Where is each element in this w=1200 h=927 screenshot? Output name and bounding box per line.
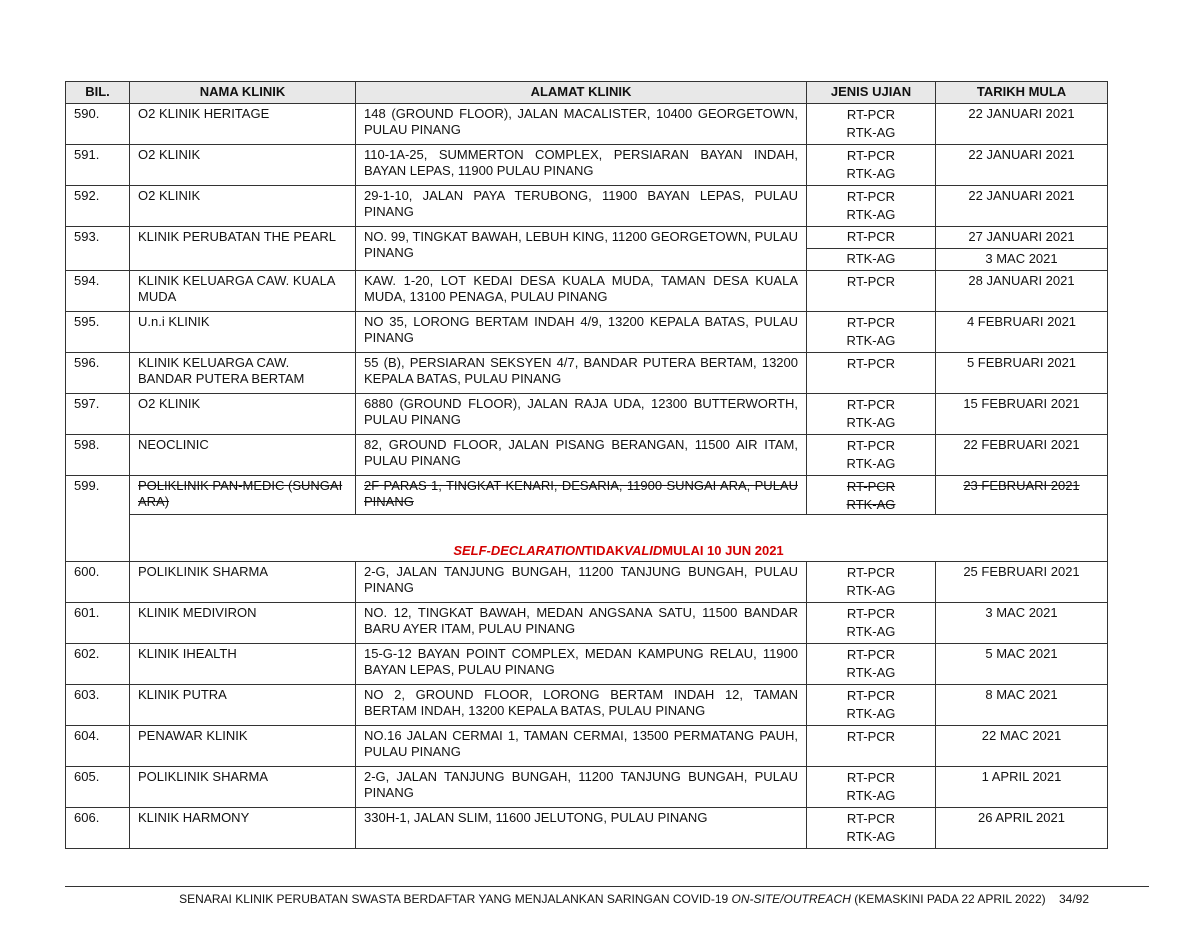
table-row (66, 808, 1108, 849)
header-row (66, 82, 1108, 104)
test-types (807, 685, 936, 726)
test-types (807, 562, 936, 603)
test-type: RTK-AG (846, 415, 896, 430)
invalid-notice (130, 515, 1108, 562)
notice-part2: TIDAK (584, 543, 625, 558)
test-type: RTK-AG (846, 125, 896, 140)
page-footer (65, 892, 1089, 906)
clinic-address: 330H-1, JALAN SLIM, 11600 JELUTONG, PULAU PINANG (356, 808, 807, 849)
notice-spacer (66, 515, 130, 562)
table-row (66, 312, 1108, 353)
header-alamat: ALAMAT KLINIK (356, 82, 807, 104)
start-date: 22 FEBRUARI 2021 (936, 435, 1108, 476)
footer-rule (65, 886, 1149, 887)
table-row (66, 726, 1108, 767)
row-number: 595. (66, 312, 130, 353)
clinic-name: KLINIK HARMONY (130, 808, 356, 849)
notice-row (66, 515, 1108, 562)
test-type: RT-PCR (846, 479, 896, 494)
test-type: RT-PCR (846, 606, 896, 621)
test-types (807, 603, 936, 644)
footer-text: SENARAI KLINIK PERUBATAN SWASTA BERDAFTAR YANG MENJALANKAN SARINGAN COVID-19 (179, 892, 732, 906)
test-type: RT-PCR (846, 274, 896, 289)
table-row (66, 186, 1108, 227)
table-row (66, 104, 1108, 145)
clinic-address: 2-G, JALAN TANJUNG BUNGAH, 11200 TANJUNG BUNGAH, PULAU PINANG (356, 767, 807, 808)
clinic-name: O2 KLINIK (130, 186, 356, 227)
test-type: RTK-AG (846, 829, 896, 844)
test-types (807, 271, 936, 312)
start-date: 22 JANUARI 2021 (936, 186, 1108, 227)
row-number: 597. (66, 394, 130, 435)
clinic-address: NO 2, GROUND FLOOR, LORONG BERTAM INDAH 12, TAMAN BERTAM INDAH, 13200 KEPALA BATAS, PULAU PINANG (356, 685, 807, 726)
clinic-address: 29-1-10, JALAN PAYA TERUBONG, 11900 BAYAN LEPAS, PULAU PINANG (356, 186, 807, 227)
clinic-address: KAW. 1-20, LOT KEDAI DESA KUALA MUDA, TAMAN DESA KUALA MUDA, 13100 PENAGA, PULAU PINANG (356, 271, 807, 312)
test-type: RTK-AG (846, 624, 896, 639)
clinic-name: KLINIK KELUARGA CAW. BANDAR PUTERA BERTAM (130, 353, 356, 394)
test-types (807, 644, 936, 685)
test-types (807, 186, 936, 227)
table-row (66, 644, 1108, 685)
start-date: 4 FEBRUARI 2021 (936, 312, 1108, 353)
row-number: 593. (66, 227, 130, 271)
clinic-address: 82, GROUND FLOOR, JALAN PISANG BERANGAN, 11500 AIR ITAM, PULAU PINANG (356, 435, 807, 476)
start-date: 22 JANUARI 2021 (936, 145, 1108, 186)
clinic-name: KLINIK PERUBATAN THE PEARL (130, 227, 356, 271)
row-number: 592. (66, 186, 130, 227)
clinic-address: 2F PARAS 1, TINGKAT KENARI, DESARIA, 11900 SUNGAI ARA, PULAU PINANG (356, 476, 807, 515)
clinic-name: POLIKLINIK PAN-MEDIC (SUNGAI ARA) (130, 476, 356, 515)
clinic-name: U.n.i KLINIK (130, 312, 356, 353)
row-number: 603. (66, 685, 130, 726)
header-bil: BIL. (66, 82, 130, 104)
test-type: RT-PCR (846, 438, 896, 453)
notice-part1: SELF-DECLARATION (453, 543, 585, 558)
clinic-name: KLINIK IHEALTH (130, 644, 356, 685)
start-date: 27 JANUARI 2021 (936, 227, 1108, 249)
row-number: 598. (66, 435, 130, 476)
clinic-name: O2 KLINIK (130, 394, 356, 435)
test-type: RTK-AG (846, 583, 896, 598)
row-number: 604. (66, 726, 130, 767)
clinic-address: 2-G, JALAN TANJUNG BUNGAH, 11200 TANJUNG BUNGAH, PULAU PINANG (356, 562, 807, 603)
clinic-name: POLIKLINIK SHARMA (130, 562, 356, 603)
clinic-address: 55 (B), PERSIARAN SEKSYEN 4/7, BANDAR PUTERA BERTAM, 13200 KEPALA BATAS, PULAU PINANG (356, 353, 807, 394)
test-type: RTK-AG (846, 333, 896, 348)
clinic-address: 6880 (GROUND FLOOR), JALAN RAJA UDA, 12300 BUTTERWORTH, PULAU PINANG (356, 394, 807, 435)
row-number: 601. (66, 603, 130, 644)
test-types (807, 104, 936, 145)
test-type: RTK-AG (846, 788, 896, 803)
table-row (66, 227, 1108, 249)
test-type: RT-PCR (846, 729, 896, 744)
test-type: RT-PCR (846, 189, 896, 204)
test-types (807, 476, 936, 515)
clinic-table (65, 81, 1108, 849)
test-type: RTK-AG (846, 456, 896, 471)
test-types (807, 312, 936, 353)
table-row (66, 394, 1108, 435)
table-row (66, 435, 1108, 476)
test-type: RTK-AG (846, 706, 896, 721)
row-number: 594. (66, 271, 130, 312)
row-number: 600. (66, 562, 130, 603)
clinic-name: O2 KLINIK HERITAGE (130, 104, 356, 145)
table-row (66, 603, 1108, 644)
start-date: 23 FEBRUARI 2021 (936, 476, 1108, 515)
table-row (66, 271, 1108, 312)
start-date: 5 MAC 2021 (936, 644, 1108, 685)
start-date: 25 FEBRUARI 2021 (936, 562, 1108, 603)
clinic-name: PENAWAR KLINIK (130, 726, 356, 767)
test-type: RTK-AG (807, 249, 936, 271)
start-date: 3 MAC 2021 (936, 603, 1108, 644)
table-row (66, 562, 1108, 603)
clinic-address: 148 (GROUND FLOOR), JALAN MACALISTER, 10400 GEORGETOWN, PULAU PINANG (356, 104, 807, 145)
start-date: 8 MAC 2021 (936, 685, 1108, 726)
test-type: RT-PCR (846, 770, 896, 785)
row-number: 596. (66, 353, 130, 394)
test-type: RTK-AG (846, 166, 896, 181)
notice-part3: VALID (624, 543, 663, 558)
test-type: RT-PCR (846, 647, 896, 662)
test-types (807, 808, 936, 849)
test-type: RTK-AG (846, 497, 896, 512)
start-date: 3 MAC 2021 (936, 249, 1108, 271)
test-type: RT-PCR (846, 148, 896, 163)
test-type: RT-PCR (846, 688, 896, 703)
clinic-address: NO 35, LORONG BERTAM INDAH 4/9, 13200 KEPALA BATAS, PULAU PINANG (356, 312, 807, 353)
clinic-address: NO. 99, TINGKAT BAWAH, LEBUH KING, 11200 GEORGETOWN, PULAU PINANG (356, 227, 807, 271)
row-number: 590. (66, 104, 130, 145)
start-date: 22 MAC 2021 (936, 726, 1108, 767)
start-date: 5 FEBRUARI 2021 (936, 353, 1108, 394)
test-types (807, 353, 936, 394)
clinic-name: NEOCLINIC (130, 435, 356, 476)
row-number: 605. (66, 767, 130, 808)
clinic-address: NO.16 JALAN CERMAI 1, TAMAN CERMAI, 13500 PERMATANG PAUH, PULAU PINANG (356, 726, 807, 767)
test-type: RT-PCR (846, 356, 896, 371)
clinic-name: KLINIK KELUARGA CAW. KUALA MUDA (130, 271, 356, 312)
row-number: 606. (66, 808, 130, 849)
start-date: 1 APRIL 2021 (936, 767, 1108, 808)
test-type: RT-PCR (846, 811, 896, 826)
footer-italic: ON-SITE/OUTREACH (731, 892, 851, 906)
row-number: 602. (66, 644, 130, 685)
table-row (66, 353, 1108, 394)
clinic-name: POLIKLINIK SHARMA (130, 767, 356, 808)
footer-date: (KEMASKINI PADA 22 APRIL 2022) (850, 892, 1046, 906)
table-row (66, 767, 1108, 808)
page-number: 34/92 (1058, 892, 1089, 906)
clinic-address: 110-1A-25, SUMMERTON COMPLEX, PERSIARAN BAYAN INDAH, BAYAN LEPAS, 11900 PULAU PINANG (356, 145, 807, 186)
test-type: RTK-AG (846, 207, 896, 222)
test-types (807, 394, 936, 435)
start-date: 22 JANUARI 2021 (936, 104, 1108, 145)
clinic-name: KLINIK MEDIVIRON (130, 603, 356, 644)
table-row (66, 685, 1108, 726)
test-type: RT-PCR (846, 107, 896, 122)
start-date: 28 JANUARI 2021 (936, 271, 1108, 312)
clinic-address: 15-G-12 BAYAN POINT COMPLEX, MEDAN KAMPUNG RELAU, 11900 BAYAN LEPAS, PULAU PINANG (356, 644, 807, 685)
test-types (807, 435, 936, 476)
header-tarikh: TARIKH MULA (936, 82, 1108, 104)
test-type: RT-PCR (807, 227, 936, 249)
test-types (807, 145, 936, 186)
test-type: RT-PCR (846, 397, 896, 412)
header-nama: NAMA KLINIK (130, 82, 356, 104)
clinic-name: KLINIK PUTRA (130, 685, 356, 726)
notice-part4: MULAI 10 JUN 2021 (662, 543, 784, 558)
start-date: 15 FEBRUARI 2021 (936, 394, 1108, 435)
clinic-address: NO. 12, TINGKAT BAWAH, MEDAN ANGSANA SATU, 11500 BANDAR BARU AYER ITAM, PULAU PINANG (356, 603, 807, 644)
test-type: RT-PCR (846, 315, 896, 330)
row-number: 591. (66, 145, 130, 186)
test-type: RT-PCR (846, 565, 896, 580)
test-type: RTK-AG (846, 665, 896, 680)
header-jenis: JENIS UJIAN (807, 82, 936, 104)
table-row (66, 145, 1108, 186)
test-types (807, 726, 936, 767)
row-number: 599. (66, 476, 130, 515)
table-row (66, 476, 1108, 515)
clinic-name: O2 KLINIK (130, 145, 356, 186)
start-date: 26 APRIL 2021 (936, 808, 1108, 849)
test-types (807, 767, 936, 808)
